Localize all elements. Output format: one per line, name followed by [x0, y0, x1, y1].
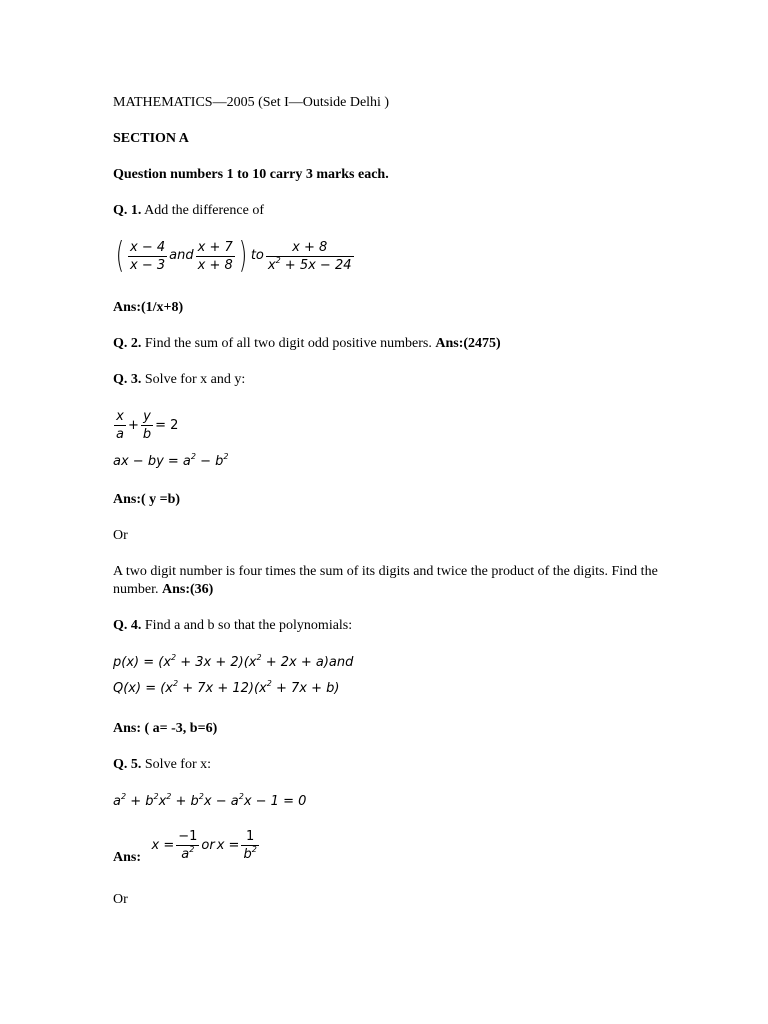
question-3: [113, 371, 245, 389]
question-text: Find a and b so that the polynomials:: [144, 618, 353, 633]
answer-2: Ans:(2475): [435, 336, 501, 351]
answer-4: Ans: ( a= -3, b=6): [113, 721, 218, 736]
or-separator: Or: [113, 892, 128, 907]
question-label: Q. 3.: [113, 372, 142, 387]
question-text: Solve for x:: [144, 757, 211, 772]
question-label: Q. 5.: [113, 757, 142, 772]
fraction: $\frac{x - 4}{x - 3}$: [130, 239, 166, 273]
or-separator: Or: [113, 528, 128, 543]
q5-equation: $a^2 + b^2x^2 + b^2x - a^2x - 1 = 0$: [113, 792, 307, 809]
fraction: $\frac{x + 7}{x + 8}$: [197, 239, 233, 273]
question-label: Q. 1.: [113, 203, 142, 218]
answer-3-alternative: Ans:(36): [162, 582, 214, 597]
q4-polynomial-q: $Q(x) = (x^2 + 7x + 12)(x^2 + 7x + b)$: [113, 679, 340, 696]
question-label: Q. 2.: [113, 336, 142, 351]
document-title: MATHEMATICS—2005 (Set I—Outside Delhi ): [113, 95, 390, 110]
question-1: [113, 202, 264, 220]
fraction: $\frac{x + 8}{x^2 + 5x - 24}$: [267, 239, 352, 273]
q3-equation-2: ax − by = $a^2 - b^2$: [113, 452, 229, 469]
question-text: Solve for x and y:: [144, 372, 246, 387]
answer-5: Ans: x = $\frac{-1}{a^2}$ or x = $\frac{1}{b^2}$: [113, 828, 260, 867]
question-3-alternative: A two digit number is four times the sum of its digits and twice the product of the digits. Find the number. Ans:(36): [113, 564, 658, 597]
question-5: [113, 756, 211, 774]
q5-roots: x = $\frac{-1}{a^2}$ or x = $\frac{1}{b^2}$: [151, 829, 257, 862]
section-heading: SECTION A: [113, 131, 189, 146]
question-text: Add the difference of: [144, 203, 264, 218]
answer-1: Ans:(1/x+8): [113, 300, 184, 315]
question-label: Q. 4.: [113, 618, 142, 633]
instruction-text: Question numbers 1 to 10 carry 3 marks each.: [113, 167, 389, 182]
q1-expression: ( $\frac{x - 4}{x - 3}$ and $\frac{x + 7}{x + 8}$ ) to $\frac{x + 8}{x^2 + 5x - 24}$: [115, 235, 352, 276]
answer-3: Ans:( y =b): [113, 492, 181, 507]
q3-equation-1: $\frac{x}{a}$ + $\frac{y}{b}$ = 2: [116, 409, 179, 442]
question-4: [113, 617, 352, 635]
question-2: [113, 335, 501, 353]
q4-polynomial-p: $p(x) = (x^2 + 3x + 2)(x^2 + 2x + a)and$: [113, 653, 354, 670]
question-text: Find the sum of all two digit odd positive numbers.: [144, 336, 432, 351]
